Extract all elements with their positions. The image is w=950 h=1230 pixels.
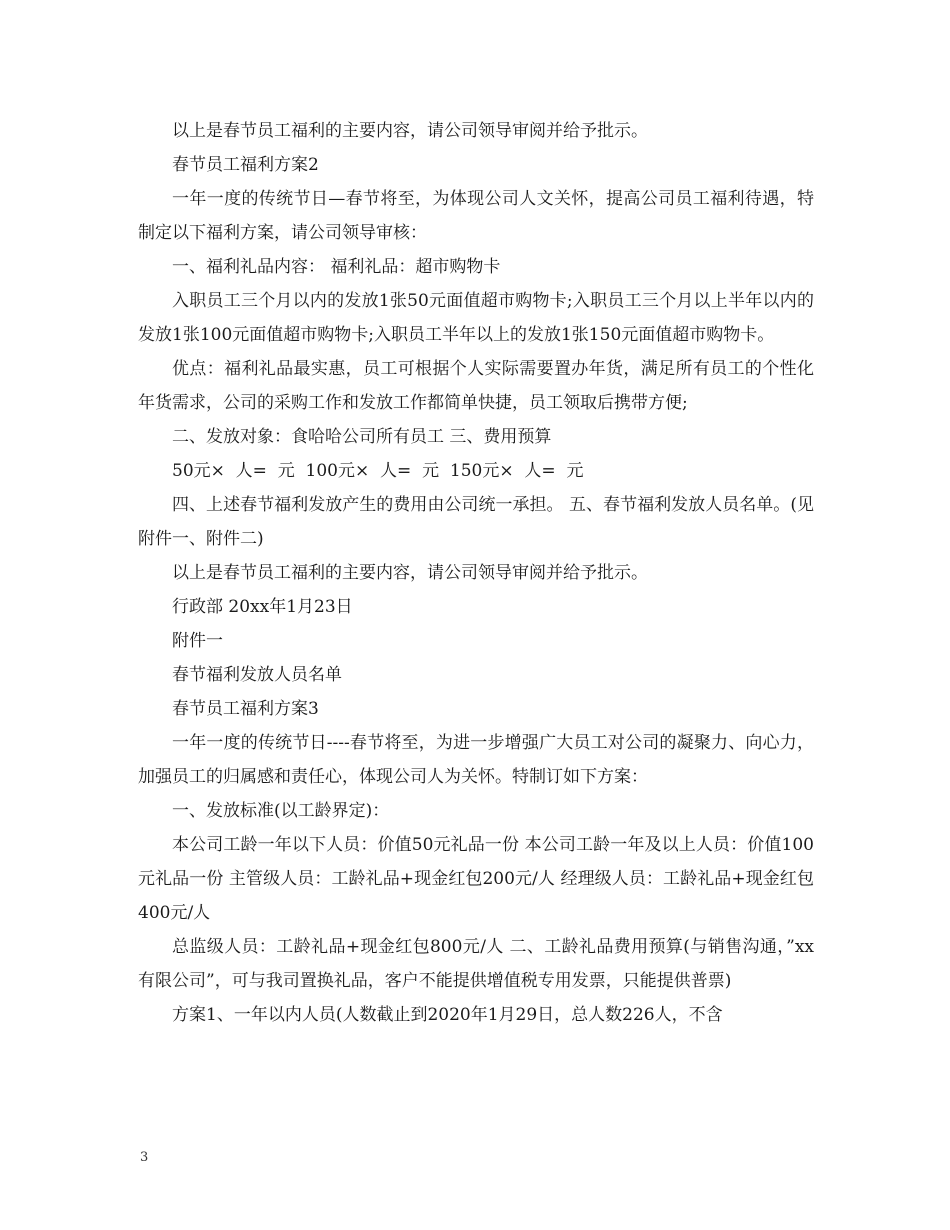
paragraph: 本公司工龄一年以下人员：价值50元礼品一份 本公司工龄一年及以上人员：价值100元礼品一份 主管级人员：工龄礼品+现金红包200元/人 经理级人员：工龄礼品+现金红包400元/人	[138, 835, 814, 923]
signature-line: 行政部 20xx年1月23日	[172, 597, 353, 617]
page-number: 3	[140, 1150, 149, 1165]
budget-line: 50元× 人= 元 100元× 人= 元 150元× 人= 元	[172, 461, 584, 481]
paragraph: 方案1、一年以内人员(人数截止到2020年1月29日，总人数226人，不含	[172, 1005, 723, 1025]
attachment-title: 春节福利发放人员名单	[172, 665, 342, 685]
paragraph: 四、上述春节福利发放产生的费用由公司统一承担。 五、春节福利发放人员名单。(见附件一、附件二)	[138, 495, 814, 549]
paragraph: 优点：福利礼品最实惠，员工可根据个人实际需要置办年货，满足所有员工的个性化年货需求，公司的采购工作和发放工作都简单快捷，员工领取后携带方便;	[138, 359, 814, 413]
attachment-label: 附件一	[172, 631, 223, 651]
document-body	[138, 114, 814, 1032]
paragraph: 总监级人员：工龄礼品+现金红包800元/人 二、工龄礼品费用预算(与销售沟通，”xx有限公司”，可与我司置换礼品，客户不能提供增值税专用发票，只能提供普票)	[138, 937, 814, 991]
paragraph: 以上是春节员工福利的主要内容，请公司领导审阅并给予批示。	[172, 121, 648, 141]
paragraph: 一、发放标准(以工龄界定)：	[172, 801, 390, 821]
section-heading: 春节员工福利方案3	[172, 699, 319, 719]
paragraph: 一年一度的传统节日—春节将至，为体现公司人文关怀，提高公司员工福利待遇，特制定以下福利方案，请公司领导审核：	[138, 189, 814, 243]
section-heading: 春节员工福利方案2	[172, 155, 319, 175]
paragraph: 入职员工三个月以内的发放1张50元面值超市购物卡;入职员工三个月以上半年以内的发放1张100元面值超市购物卡;入职员工半年以上的发放1张150元面值超市购物卡。	[138, 291, 814, 345]
paragraph: 二、发放对象：食哈哈公司所有员工 三、费用预算	[172, 427, 552, 447]
paragraph: 一年一度的传统节日----春节将至，为进一步增强广大员工对公司的凝聚力、向心力，加强员工的归属感和责任心，体现公司人为关怀。特制订如下方案：	[138, 733, 814, 787]
paragraph: 一、福利礼品内容： 福利礼品：超市购物卡	[172, 257, 501, 277]
paragraph: 以上是春节员工福利的主要内容，请公司领导审阅并给予批示。	[172, 563, 648, 583]
